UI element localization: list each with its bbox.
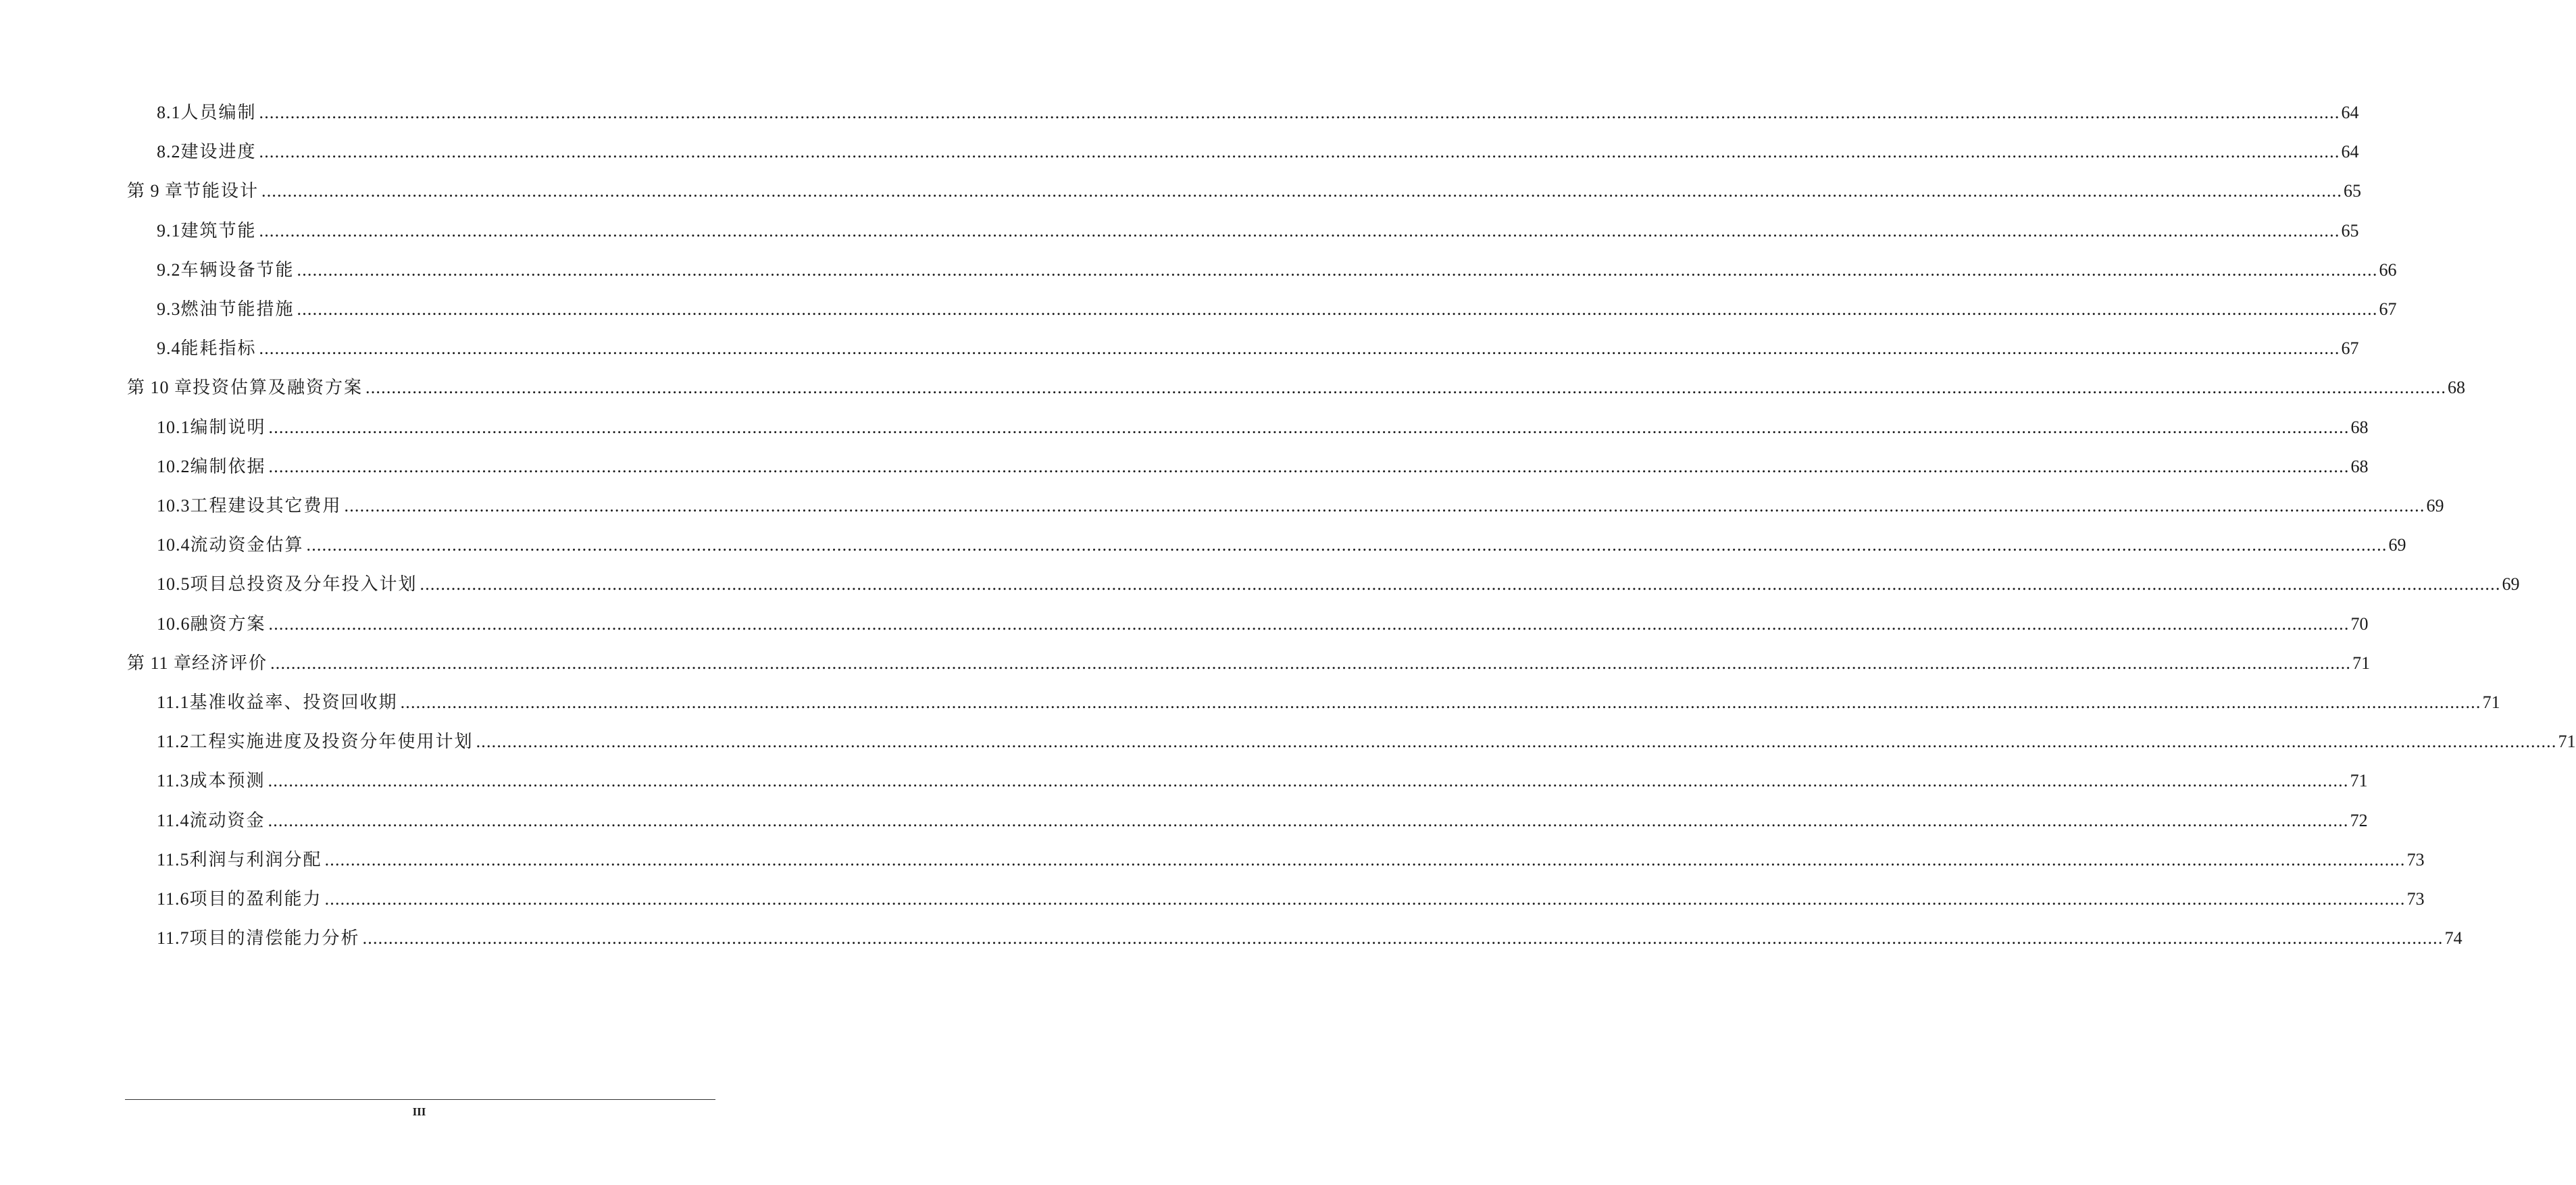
- toc-dot-leader: ................................................................................................................................................................................................................................................................................................................................................................................................................: [268, 811, 2349, 830]
- toc-dot-leader: ................................................................................................................................................................................................................................................................................................................................................................................................................: [259, 103, 2340, 122]
- toc-dot-leader: ................................................................................................................................................................................................................................................................................................................................................................................................................: [324, 850, 2406, 869]
- toc-chapter-entry[interactable]: [127, 652, 2371, 675]
- toc-entry-page-number: 71: [2352, 653, 2371, 673]
- toc-entry-number: 11.4: [157, 811, 190, 830]
- toc-section-entry[interactable]: [157, 337, 2359, 360]
- toc-entry-number: 10.6: [157, 614, 191, 634]
- toc-entry-title: 编制依据: [190, 457, 266, 476]
- toc-dot-leader: ................................................................................................................................................................................................................................................................................................................................................................................................................: [268, 418, 2350, 437]
- toc-entry-number: 第 10 章: [127, 378, 193, 397]
- toc-section-entry[interactable]: [157, 849, 2425, 872]
- toc-dot-leader: ................................................................................................................................................................................................................................................................................................................................................................................................................: [324, 889, 2406, 909]
- toc-section-entry[interactable]: [157, 455, 2369, 478]
- toc-dot-leader: ................................................................................................................................................................................................................................................................................................................................................................................................................: [261, 181, 2343, 201]
- toc-entry-number: 11.2: [157, 732, 190, 751]
- toc-entry-title: 经济评价: [192, 653, 268, 673]
- toc-entry-number: 9.2: [157, 260, 181, 280]
- toc-dot-leader: ................................................................................................................................................................................................................................................................................................................................................................................................................: [420, 574, 2501, 594]
- toc-entry-number: 8.1: [157, 103, 181, 122]
- toc-entry-page-number: 71: [2482, 692, 2500, 712]
- toc-entry-title: 成本预测: [189, 771, 266, 790]
- toc-entry-number: 11.1: [157, 692, 190, 712]
- toc-entry-number: 11.6: [157, 889, 190, 909]
- toc-entry-page-number: 65: [2344, 181, 2362, 201]
- toc-entry-title: 燃油节能措施: [180, 299, 295, 319]
- toc-entry-page-number: 70: [2350, 614, 2369, 634]
- toc-entry-title: 融资方案: [190, 614, 266, 634]
- toc-chapter-entry[interactable]: [127, 180, 2362, 203]
- toc-entry-page-number: 74: [2444, 928, 2463, 948]
- toc-entry-page-number: 69: [2426, 496, 2444, 515]
- toc-entry-number: 10.5: [157, 574, 191, 594]
- toc-entry-page-number: 71: [2558, 732, 2576, 751]
- toc-entry-page-number: 73: [2406, 889, 2425, 909]
- toc-entry-number: 10.3: [157, 496, 191, 515]
- toc-section-entry[interactable]: [157, 809, 2368, 832]
- toc-section-entry[interactable]: [157, 573, 2520, 596]
- toc-entry-number: 9.1: [157, 221, 181, 241]
- toc-dot-leader: ................................................................................................................................................................................................................................................................................................................................................................................................................: [306, 535, 2388, 555]
- toc-entry-title: 建设进度: [180, 142, 257, 161]
- toc-entry-title: 投资估算及融资方案: [193, 378, 363, 397]
- toc-entry-title: 项目的清偿能力分析: [189, 928, 360, 948]
- toc-section-entry[interactable]: [157, 495, 2444, 518]
- toc-dot-leader: ................................................................................................................................................................................................................................................................................................................................................................................................................: [297, 299, 2378, 319]
- toc-entry-page-number: 73: [2406, 850, 2425, 869]
- toc-entry-page-number: 68: [2448, 378, 2466, 397]
- toc-section-entry[interactable]: [157, 259, 2397, 282]
- toc-entry-page-number: 65: [2341, 221, 2359, 241]
- toc-section-entry[interactable]: [157, 220, 2359, 243]
- toc-entry-title: 建筑节能: [180, 221, 257, 241]
- toc-section-entry[interactable]: [157, 141, 2359, 163]
- toc-dot-leader: ................................................................................................................................................................................................................................................................................................................................................................................................................: [270, 653, 2352, 673]
- toc-dot-leader: ................................................................................................................................................................................................................................................................................................................................................................................................................: [259, 142, 2340, 161]
- toc-section-entry[interactable]: [157, 534, 2406, 557]
- toc-section-entry[interactable]: [157, 888, 2425, 911]
- toc-entry-number: 8.2: [157, 142, 181, 161]
- toc-dot-leader: ................................................................................................................................................................................................................................................................................................................................................................................................................: [365, 378, 2447, 397]
- toc-section-entry[interactable]: [157, 416, 2369, 439]
- toc-entry-page-number: 72: [2350, 811, 2368, 830]
- toc-dot-leader: ................................................................................................................................................................................................................................................................................................................................................................................................................: [362, 928, 2444, 948]
- toc-entry-number: 第 9 章: [127, 181, 184, 201]
- toc-entry-page-number: 68: [2350, 457, 2369, 476]
- toc-entry-page-number: 68: [2350, 418, 2369, 437]
- toc-entry-title: 节能设计: [183, 181, 259, 201]
- toc-entry-title: 车辆设备节能: [180, 260, 295, 280]
- toc-entry-number: 11.5: [157, 850, 190, 869]
- toc-section-entry[interactable]: [157, 927, 2463, 950]
- toc-entry-page-number: 66: [2379, 260, 2397, 280]
- toc-entry-title: 项目总投资及分年投入计划: [190, 574, 418, 594]
- toc-dot-leader: ................................................................................................................................................................................................................................................................................................................................................................................................................: [297, 260, 2378, 280]
- toc-entry-title: 工程建设其它费用: [190, 496, 342, 515]
- toc-entry-title: 编制说明: [190, 418, 266, 437]
- toc-dot-leader: ................................................................................................................................................................................................................................................................................................................................................................................................................: [344, 496, 2425, 515]
- toc-dot-leader: ................................................................................................................................................................................................................................................................................................................................................................................................................: [268, 457, 2350, 476]
- toc-chapter-entry[interactable]: [127, 376, 2466, 399]
- toc-section-entry[interactable]: [157, 691, 2500, 714]
- toc-entry-page-number: 64: [2341, 142, 2359, 161]
- toc-entry-title: 基准收益率、投资回收期: [189, 692, 398, 712]
- toc-entry-title: 利润与利润分配: [189, 850, 322, 869]
- toc-entry-title: 能耗指标: [180, 338, 257, 358]
- footer-divider: [125, 1099, 715, 1100]
- toc-entry-title: 项目的盈利能力: [189, 889, 322, 909]
- toc-entry-number: 9.4: [157, 338, 181, 358]
- toc-entry-page-number: 64: [2341, 103, 2359, 122]
- toc-dot-leader: ................................................................................................................................................................................................................................................................................................................................................................................................................: [259, 338, 2340, 358]
- toc-entry-number: 10.1: [157, 418, 191, 437]
- toc-entry-number: 10.4: [157, 535, 191, 555]
- toc-dot-leader: ................................................................................................................................................................................................................................................................................................................................................................................................................: [268, 614, 2350, 634]
- toc-entry-page-number: 71: [2350, 771, 2368, 790]
- toc-entry-title: 流动资金: [189, 811, 266, 830]
- toc-entry-number: 11.3: [157, 771, 190, 790]
- toc-entry-number: 9.3: [157, 299, 181, 319]
- toc-dot-leader: ................................................................................................................................................................................................................................................................................................................................................................................................................: [400, 692, 2481, 712]
- toc-entry-title: 人员编制: [180, 103, 257, 122]
- toc-entry-page-number: 69: [2388, 535, 2406, 555]
- toc-section-entry[interactable]: [157, 613, 2369, 636]
- toc-entry-number: 10.2: [157, 457, 191, 476]
- toc-entry-number: 第 11 章: [127, 653, 193, 673]
- toc-dot-leader: ................................................................................................................................................................................................................................................................................................................................................................................................................: [268, 771, 2349, 790]
- toc-section-entry[interactable]: [157, 101, 2359, 124]
- footer-page-number: III: [412, 1105, 426, 1118]
- toc-section-entry[interactable]: [157, 298, 2397, 321]
- toc-entry-page-number: 69: [2502, 574, 2520, 594]
- toc-section-entry[interactable]: [157, 770, 2368, 792]
- toc-dot-leader: ................................................................................................................................................................................................................................................................................................................................................................................................................: [259, 221, 2340, 241]
- toc-entry-page-number: 67: [2379, 299, 2397, 319]
- toc-dot-leader: ................................................................................................................................................................................................................................................................................................................................................................................................................: [476, 732, 2557, 751]
- toc-entry-title: 工程实施进度及投资分年使用计划: [189, 732, 474, 751]
- toc-entry-page-number: 67: [2341, 338, 2359, 358]
- toc-section-entry[interactable]: [157, 730, 2576, 753]
- toc-entry-number: 11.7: [157, 928, 190, 948]
- toc-entry-title: 流动资金估算: [190, 535, 304, 555]
